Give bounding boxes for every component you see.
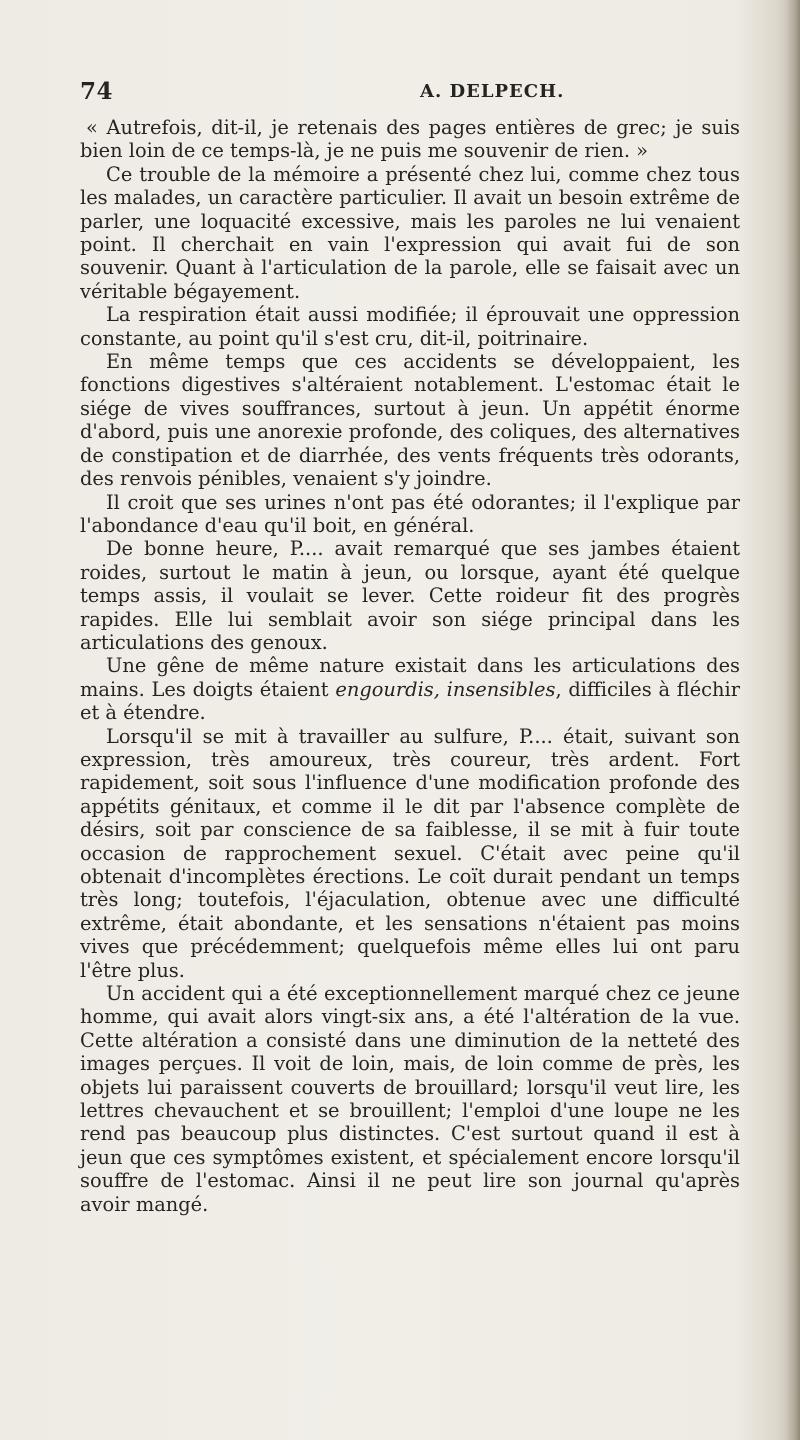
paragraph: Lorsqu'il se mit à travailler au sulfure, P.... était, suivant son expression, très amoureux, très coureur, très ardent. Fort rapidement, soit sous l'influence d'une modification profonde des appétits génitaux, et comme il le dit par l'absence complète de désirs, soit par conscience de sa faiblesse, il se mit à fuir toute occasion de rapprochement sexuel. C'était avec peine qu'il obtenait d'incomplètes érections. Le coït durait pendant un temps très long; toutefois, l'éjaculation, obtenue avec une difficulté extrême, était abondante, et les sensations n'étaient pas moins vives que précédemment; quelquefois même elles lui ont paru l'être plus. — [80, 724, 740, 982]
paragraph — [80, 654, 740, 724]
body-text — [80, 116, 740, 1216]
page-edge-shadow — [786, 0, 800, 1440]
paragraph: De bonne heure, P.... avait remarqué que ses jambes étaient roides, surtout le matin à jeun, ou lorsque, ayant été quelque temps assis, il voulait se lever. Cette roideur fit des progrès rapides. Elle lui semblait avoir son siége principal dans les articulations des genoux. — [80, 537, 740, 654]
italic-emphasis: engourdis, insensibles — [335, 677, 556, 701]
paragraph: Ce trouble de la mémoire a présenté chez lui, comme chez tous les malades, un caractère particulier. Il avait un besoin extrême de parler, une loquacité excessive, mais les paroles ne lui venaient point. Il cherchait en vain l'expression qui avait fui de son souvenir. Quant à l'articulation de la parole, elle se faisait avec un véritable bégayement. — [80, 162, 740, 303]
paragraph: La respiration était aussi modifiée; il éprouvait une oppression constante, au point qu'il s'est cru, dit-il, poitrinaire. — [80, 303, 740, 350]
paragraph: En même temps que ces accidents se développaient, les fonctions digestives s'altéraient notablement. L'estomac était le siége de vives souffrances, surtout à jeun. Un appétit énorme d'abord, puis une anorexie profonde, des coliques, des alternatives de constipation et de diarrhée, des vents fréquents très odorants, des renvois pénibles, venaient s'y joindre. — [80, 350, 740, 491]
page-header — [80, 78, 740, 112]
paragraph-text: Une gêne de même nature existait dans les articulations des mains. Les doigts étaient — [80, 654, 740, 701]
page-number: 74 — [80, 78, 114, 105]
paragraph: Il croit que ses urines n'ont pas été odorantes; il l'explique par l'abondance d'eau qu'il boit, en général. — [80, 490, 740, 537]
paragraph: « Autrefois, dit-il, je retenais des pages entières de grec; je suis bien loin de ce temps-là, je ne puis me souvenir de rien. » — [80, 116, 740, 163]
running-head: A. DELPECH. — [420, 81, 565, 102]
paragraph: Un accident qui a été exceptionnellement marqué chez ce jeune homme, qui avait alors vingt-six ans, a été l'altération de la vue. Cette altération a consisté dans une diminution de la netteté des images perçues. Il voit de loin, mais, de loin comme de près, les objets lui paraissent couverts de brouillard; lorsqu'il veut lire, les lettres chevauchent et se brouillent; l'emploi d'une loupe ne les rend pas beaucoup plus distinctes. C'est surtout quand il est à jeun que ces symptômes existent, et spécialement encore lorsqu'il souffre de l'estomac. Ainsi il ne peut lire son journal qu'après avoir mangé. — [80, 982, 740, 1216]
paragraph-text: , difficiles à fléchir et à étendre. — [80, 677, 740, 725]
